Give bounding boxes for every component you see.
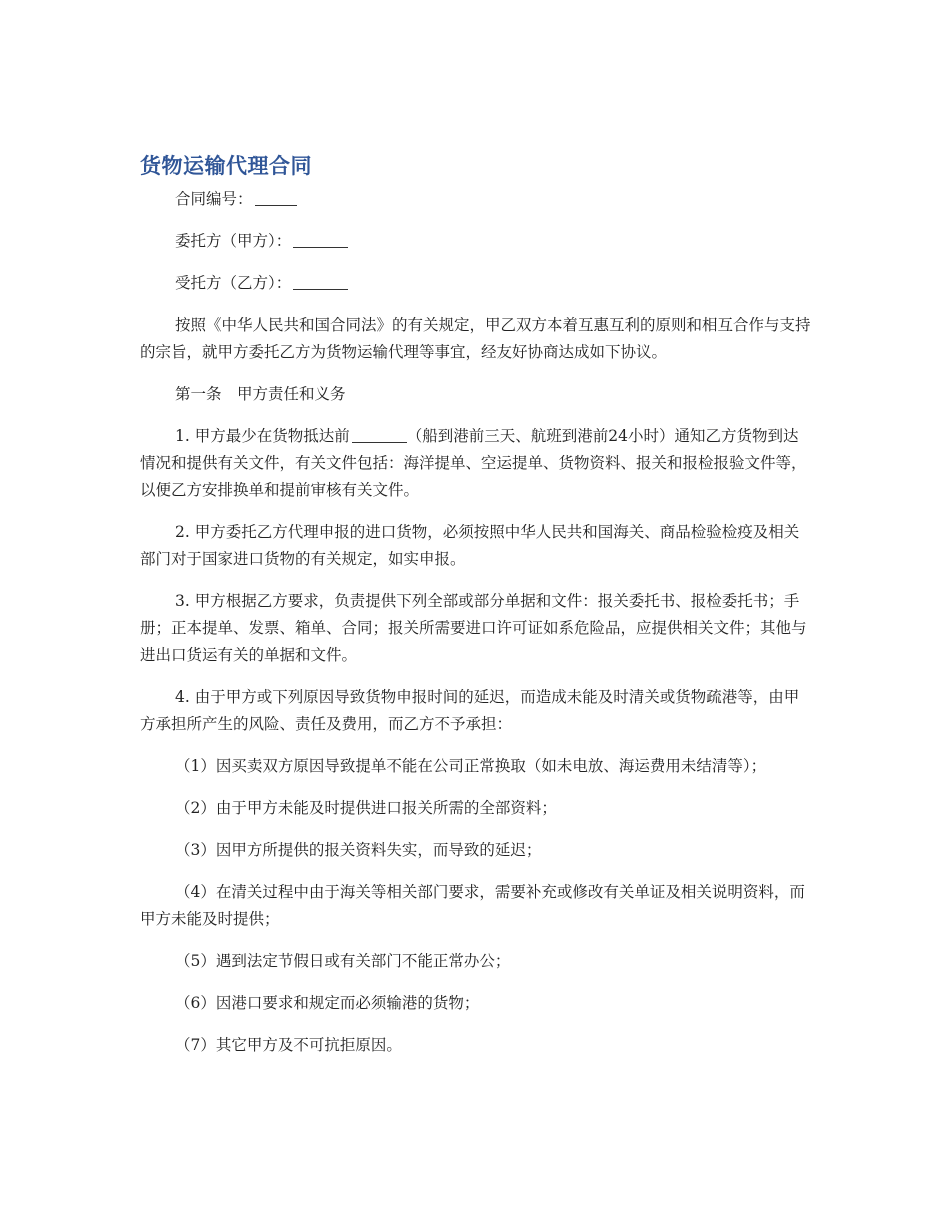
item1-paragraph <box>140 423 812 504</box>
contract-number-label: 合同编号： <box>175 190 253 208</box>
preamble-paragraph: 按照《中华人民共和国合同法》的有关规定，甲乙双方本着互惠互利的原则和相互合作与支持的宗旨，就甲方委托乙方为货物运输代理等事宜，经友好协商达成如下协议。 <box>140 316 811 361</box>
item4-paragraph: 4. 由于甲方或下列原因导致货物申报时间的延迟，而造成未能及时清关或货物疏港等，由甲方承担所产生的风险、责任及费用，而乙方不予承担： <box>140 688 800 733</box>
sub-item-2: （2）由于甲方未能及时提供进口报关所需的全部资料； <box>175 799 557 817</box>
item2-paragraph: 2. 甲方委托乙方代理申报的进口货物，必须按照中华人民共和国海关、商品检验检疫及相关部门对于国家进口货物的有关规定，如实申报。 <box>140 523 800 568</box>
sub-item-1: （1）因买卖双方原因导致提单不能在公司正常换取（如未电放、海运费用未结清等）； <box>175 757 767 775</box>
party-b-blank <box>293 271 348 290</box>
contract-number-line <box>140 186 812 213</box>
sub-item-7: （7）其它甲方及不可抗拒原因。 <box>175 1036 402 1054</box>
item1-blank <box>352 424 407 443</box>
item1-text-before: 1. 甲方最少在货物抵达前 <box>175 427 350 445</box>
contract-number-blank <box>255 187 297 206</box>
sub-item-4: （4）在清关过程中由于海关等相关部门要求，需要补充或修改有关单证及相关说明资料，而甲方未能及时提供； <box>140 883 805 928</box>
party-a-blank <box>293 229 348 248</box>
article1-heading: 第一条 甲方责任和义务 <box>175 385 346 403</box>
item3-paragraph: 3. 甲方根据乙方要求，负责提供下列全部或部分单据和文件：报关委托书、报检委托书；手册；正本提单、发票、箱单、合同；报关所需要进口许可证如系危险品，应提供相关文件；其他与进出口货运有关的单据和文件。 <box>140 592 807 664</box>
party-a-label: 委托方（甲方）： <box>175 232 292 250</box>
sub-item-3: （3）因甲方所提供的报关资料失实，而导致的延迟； <box>175 841 542 859</box>
item1-text-after: （船到港前三天、航班到港前24小时）通知乙方货物到达情况和提供有关文件，有关文件包括：海洋提单、空运提单、货物资料、报关和报检报验文件等，以便乙方安排换单和提前审核有关文件。 <box>140 427 807 499</box>
party-a-line <box>140 228 812 255</box>
party-b-line <box>140 270 812 297</box>
party-b-label: 受托方（乙方）： <box>175 274 292 292</box>
sub-item-6: （6）因港口要求和规定而必须输港的货物； <box>175 994 480 1012</box>
document-body <box>140 186 812 1074</box>
sub-item-5: （5）遇到法定节假日或有关部门不能正常办公； <box>175 952 511 970</box>
document-title: 货物运输代理合同 <box>140 154 312 178</box>
